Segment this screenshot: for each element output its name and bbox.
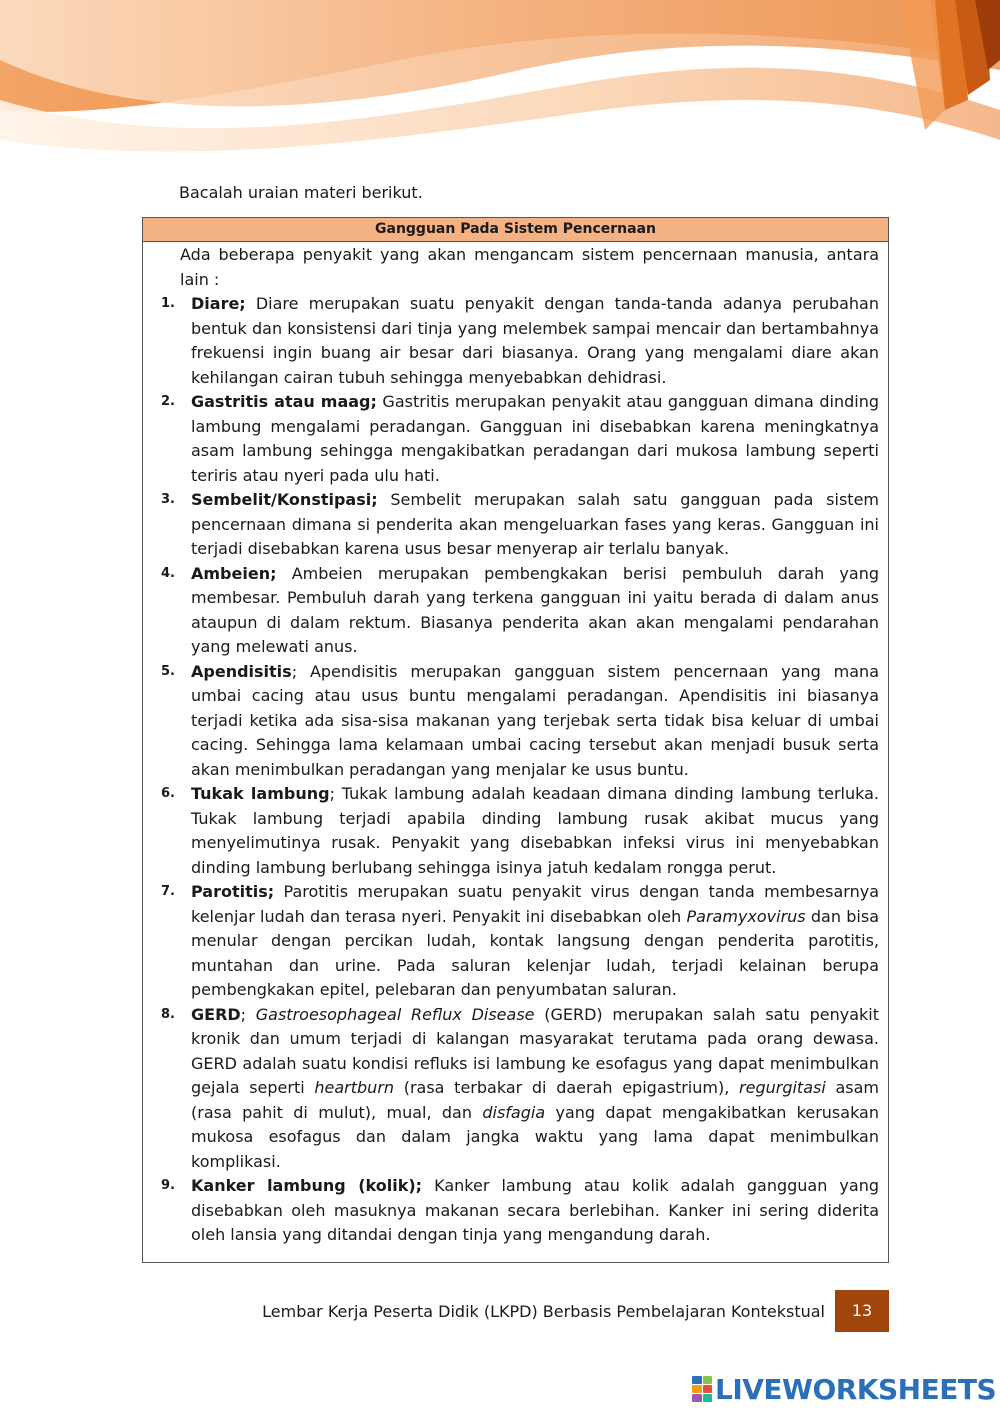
- list-item: [161, 880, 879, 1003]
- item-text: Ambeien merupakan pembengkakan berisi pembuluh darah yang membesar. Pembuluh darah yang terkena gangguan ini yaitu berada di dalam anus ataupun di dalam rektum. Biasanya penderita akan akan mengalami pendarahan yang melewati anus.: [191, 563, 879, 656]
- item-term: Tukak lambung: [191, 784, 330, 803]
- item-number: 1.: [161, 296, 175, 311]
- item-term: Parotitis;: [191, 882, 275, 901]
- list-item: [161, 292, 879, 390]
- item-term: Apendisitis: [191, 661, 292, 681]
- list-item: [161, 562, 879, 660]
- box-body: [143, 242, 888, 1248]
- list-item: [161, 1003, 879, 1175]
- list-item: [161, 390, 879, 488]
- item-term: Sembelit/Konstipasi;: [191, 490, 378, 509]
- item-italic: Paramyxovirus: [686, 906, 806, 926]
- brand-text: LIVEWORKSHEETS: [715, 1372, 997, 1406]
- liveworksheets-icon: [692, 1376, 712, 1402]
- disease-list: [161, 292, 879, 1248]
- item-number: 6.: [161, 786, 175, 801]
- item-text: ;: [240, 1004, 256, 1024]
- liveworksheets-logo[interactable]: [692, 1372, 996, 1406]
- footer-text: Lembar Kerja Peserta Didik (LKPD) Berbasis Pembelajaran Kontekstual: [262, 1302, 825, 1321]
- item-italic: regurgitasi: [739, 1078, 826, 1097]
- item-text: asam (rasa pahit di mulut), mual, dan: [191, 1078, 880, 1122]
- item-italic: disfagia: [482, 1102, 546, 1122]
- item-term: GERD: [191, 1004, 241, 1024]
- item-text: (GERD) merupakan salah satu penyakit kronik dan umum terjadi di kalangan masyarakat terutama pada orang dewasa. GERD adalah suatu kondisi refluks isi lambung ke esofagus yang dapat menimbulkan gejala seperti: [191, 1004, 879, 1097]
- item-text: ; Tukak lambung adalah keadaan dimana dinding lambung terluka. Tukak lambung terjadi apabila dinding lambung rusak akibat mucus yang menyelimutinya rusak. Penyakit yang disebabkan infeksi virus ini menyebabkan dinding lambung berlubang sehingga isinya jatuh kedalam rongga perut.: [191, 784, 879, 877]
- item-term: Ambeien;: [191, 563, 277, 583]
- item-italic: Gastroesophageal Reflux Disease: [255, 1004, 535, 1024]
- item-italic: heartburn: [314, 1078, 395, 1097]
- item-number: 7.: [161, 884, 175, 899]
- item-number: 8.: [161, 1006, 175, 1022]
- item-number: 4.: [161, 565, 175, 581]
- item-number: 2.: [161, 394, 175, 409]
- list-item: [161, 488, 879, 562]
- item-term: Kanker lambung (kolik);: [191, 1176, 423, 1195]
- item-number: 5.: [161, 663, 175, 679]
- item-text: Parotitis merupakan suatu penyakit virus dengan tanda membesarnya kelenjar ludah dan terasa nyeri. Penyakit ini disebabkan oleh: [191, 882, 879, 926]
- content-box: [142, 217, 889, 1263]
- page-number-badge: 13: [835, 1290, 889, 1332]
- item-number: 3.: [161, 492, 175, 507]
- item-text: Diare merupakan suatu penyakit dengan tanda-tanda adanya perubahan bentuk dan konsistensi dari tinja yang melembek sampai mencair dan bertambahnya frekuensi ingin buang air besar dari biasanya. Orang yang mengalami diare akan kehilangan cairan tubuh sehingga menyebabkan dehidrasi.: [191, 294, 879, 387]
- item-text: dan bisa menular dengan percikan ludah, kontak langsung dengan penderita parotitis, muntahan dan urine. Pada saluran kelenjar ludah, terjadi kelainan berupa pembengkakan epitel, pelebaran dan penyumbatan saluran.: [191, 906, 879, 999]
- list-item: [161, 660, 879, 783]
- item-text: Kanker lambung atau kolik adalah gangguan yang disebabkan oleh masuknya makanan secara berlebihan. Kanker ini sering diderita oleh lansia yang ditandai dengan tinja yang mengandung darah.: [191, 1176, 879, 1244]
- item-number: 9.: [161, 1178, 175, 1193]
- lead-paragraph: Ada beberapa penyakit yang akan mengancam sistem pencernaan manusia, antara lain :: [180, 245, 879, 289]
- box-title: Gangguan Pada Sistem Pencernaan: [143, 218, 888, 242]
- list-item: [161, 782, 879, 880]
- item-text: Sembelit merupakan salah satu gangguan pada sistem pencernaan dimana si penderita akan mengeluarkan fases yang keras. Gangguan ini terjadi disebabkan karena usus besar menyerap air terlalu banyak.: [191, 490, 879, 558]
- intro-text: Bacalah uraian materi berikut.: [179, 183, 423, 202]
- item-text: ; Apendisitis merupakan gangguan sistem pencernaan yang mana umbai cacing atau usus buntu mengalami peradangan. Apendisitis ini biasanya terjadi ketika ada sisa-sisa makanan yang terjebak serta tidak bisa keluar di umbai cacing. Sehingga lama kelamaan umbai cacing tersebut akan menjadi busuk serta akan menimbulkan peradangan yang menjalar ke usus buntu.: [191, 661, 879, 779]
- item-text: Gastritis merupakan penyakit atau gangguan dimana dinding lambung mengalami peradangan. Gangguan ini disebabkan karena meningkatnya asam lambung sehingga mengakibatkan peradangan dari mukosa lambung seperti teriris atau nyeri pada ulu hati.: [191, 392, 879, 485]
- list-item: [161, 1174, 879, 1248]
- item-text: yang dapat mengakibatkan kerusakan mukosa esofagus dan dalam jangka waktu yang lama dapat menimbulkan komplikasi.: [191, 1102, 880, 1171]
- item-term: Diare;: [191, 294, 246, 313]
- item-text: (rasa terbakar di daerah epigastrium),: [394, 1078, 740, 1097]
- item-term: Gastritis atau maag;: [191, 392, 377, 411]
- header-wave-decoration: [0, 0, 1000, 160]
